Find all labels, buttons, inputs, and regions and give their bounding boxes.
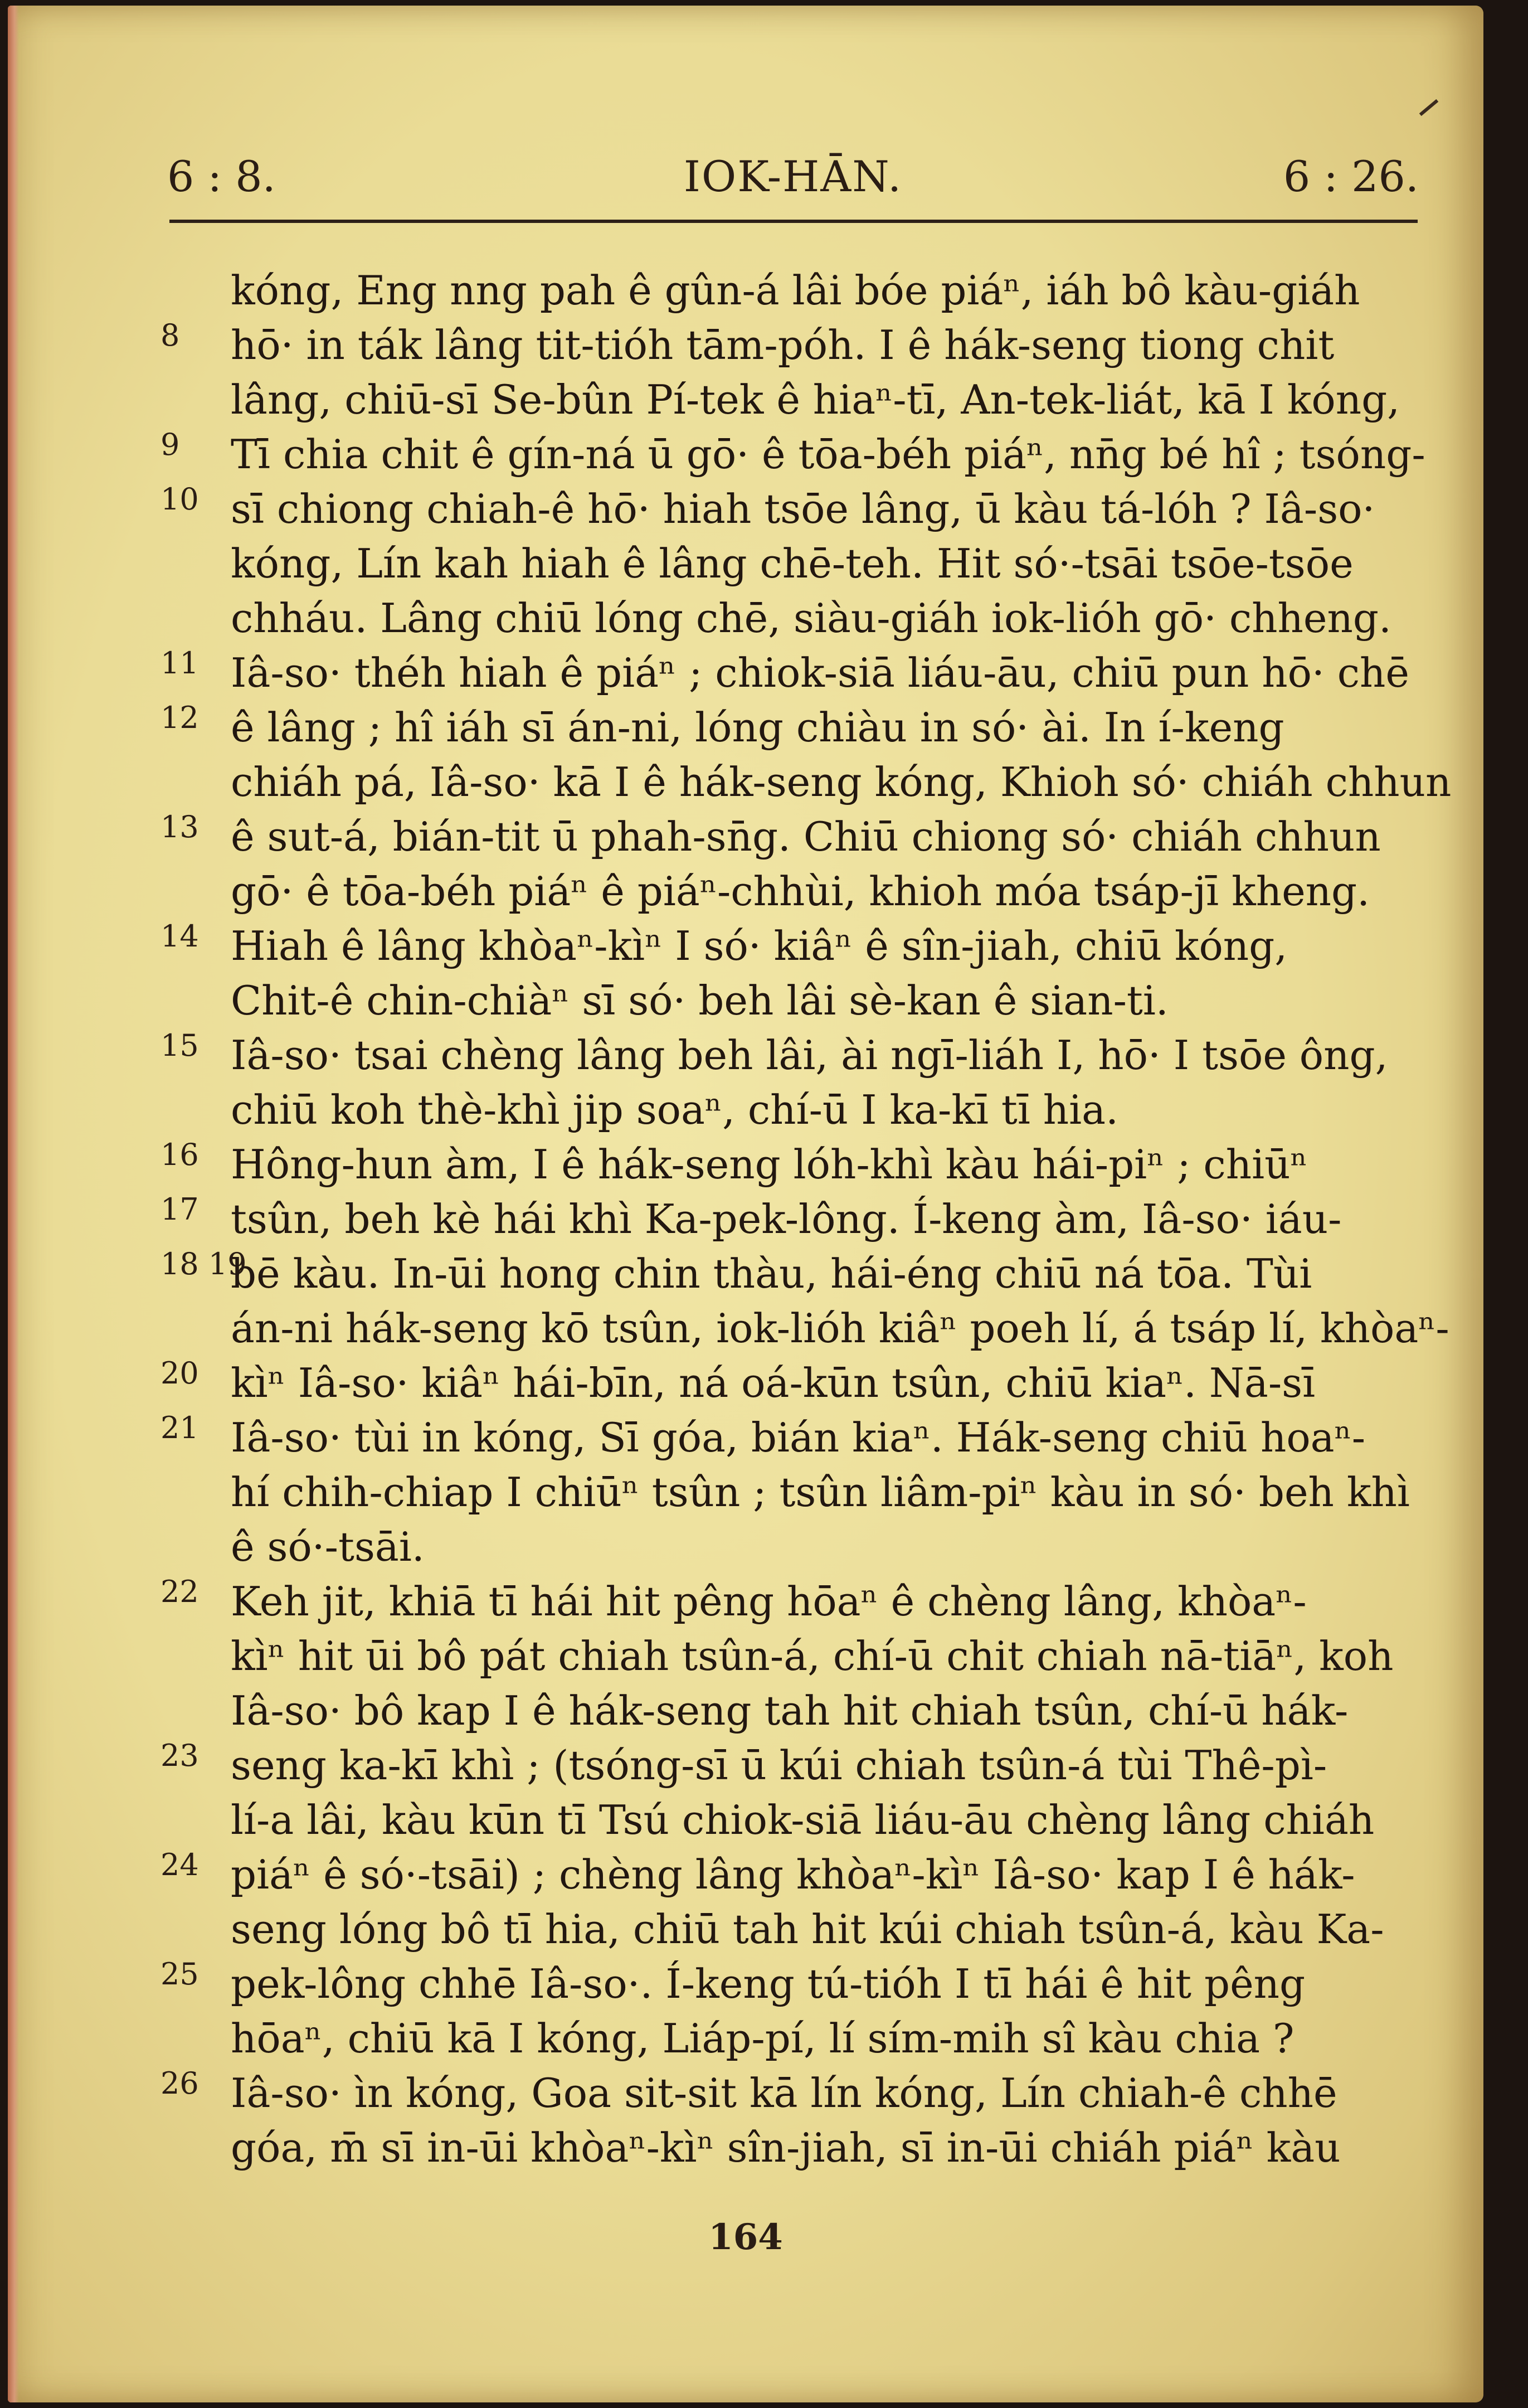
line-text: chiáh pá, Iâ-so· kā I ê hák-seng kóng, Khioh só· chiáh chhun: [231, 759, 1452, 805]
verse-number: 9: [160, 427, 180, 462]
text-line: [175, 372, 1435, 427]
page-number: 164: [708, 2216, 783, 2258]
text-line: [175, 1793, 1435, 1847]
verse-number: 22: [160, 1574, 199, 1609]
text-line: [175, 263, 1435, 318]
line-text: tsûn, beh kè hái khì Ka-pek-lông. Í-keng àm, Iâ-so· iáu-: [231, 1196, 1342, 1242]
text-line: [175, 1683, 1435, 1738]
verse-number: 13: [160, 809, 199, 844]
line-text: Iâ-so· tùi in kóng, Sī góa, bián kiaⁿ. Hák-seng chiū hoaⁿ-: [231, 1414, 1366, 1461]
verse-number: 8: [160, 318, 180, 353]
line-text: hí chih-chiap I chiūⁿ tsûn ; tsûn liâm-piⁿ kàu in só· beh khì: [231, 1469, 1410, 1516]
text-line: [160, 318, 1435, 372]
verse-number: 10: [160, 482, 199, 517]
text-line: [160, 700, 1435, 755]
line-text: lí-a lâi, kàu kūn tī Tsú chiok-siā liáu-āu chèng lâng chiáh: [231, 1797, 1375, 1843]
text-line: [160, 482, 1435, 536]
line-text: hōaⁿ, chiū kā I kóng, Liáp-pí, lí sím-mih sî kàu chia ?: [231, 2015, 1295, 2062]
verse-number: 24: [160, 1847, 199, 1882]
line-text: seng lóng bô tī hia, chiū tah hit kúi chiah tsûn-á, kàu Ka-: [231, 1906, 1384, 1953]
text-line: [160, 1738, 1435, 1793]
text-line: [175, 1082, 1435, 1137]
line-text: án-ni hák-seng kō tsûn, iok-lióh kiâⁿ poeh lí, á tsáp lí, khòaⁿ-: [231, 1305, 1449, 1352]
line-text: ê só·-tsāi.: [231, 1523, 425, 1570]
text-line: [160, 919, 1435, 973]
header-left-reference: 6 : 8.: [167, 152, 276, 201]
text-line: [160, 1957, 1435, 2011]
line-text: pek-lông chhē Iâ-so·. Í-keng tú-tióh I tī hái ê hit pêng: [231, 1960, 1306, 2007]
scripture-text: [160, 263, 1452, 2175]
line-text: sī chiong chiah-ê hō· hiah tsōe lâng, ū kàu tá-lóh ? Iâ-so·: [231, 486, 1375, 532]
verse-number: 20: [160, 1356, 199, 1391]
text-line: [160, 1574, 1435, 1629]
text-line: [160, 1246, 1435, 1301]
line-text: Hiah ê lâng khòaⁿ-kìⁿ I só· kiâⁿ ê sîn-jiah, chiū kóng,: [231, 923, 1288, 969]
text-line: [160, 1847, 1435, 1902]
verse-number: 15: [160, 1028, 199, 1063]
text-line: [175, 755, 1452, 809]
text-line: [175, 973, 1435, 1028]
text-line: [160, 1192, 1435, 1246]
line-text: kìⁿ Iâ-so· kiâⁿ hái-bīn, ná oá-kūn tsûn, chiū kiaⁿ. Nā-sī: [231, 1360, 1316, 1406]
line-text: góa, m̄ sī in-ūi khòaⁿ-kìⁿ sîn-jiah, sī in-ūi chiáh piáⁿ kàu: [231, 2124, 1341, 2171]
line-text: Iâ-so· tsai chèng lâng beh lâi, ài ngī-liáh I, hō· I tsōe ông,: [231, 1032, 1388, 1079]
page-edge: [8, 6, 19, 2402]
verse-number: 16: [160, 1137, 199, 1172]
text-line: [160, 427, 1435, 482]
line-text: Keh jit, khiā tī hái hit pêng hōaⁿ ê chèng lâng, khòaⁿ-: [231, 1578, 1307, 1625]
verse-number: 12: [160, 700, 199, 735]
line-text: Iâ-so· ìn kóng, Goa sit-sit kā lín kóng, Lín chiah-ê chhē: [231, 2070, 1337, 2116]
text-line: [175, 1519, 1435, 1574]
text-line: [175, 536, 1435, 591]
book-page: [8, 6, 1483, 2402]
verse-number: 23: [160, 1738, 199, 1773]
pencil-mark: [1419, 99, 1438, 116]
text-line: [175, 864, 1435, 919]
header-right-reference: 6 : 26.: [1283, 152, 1419, 201]
line-text: Iâ-so· théh hiah ê piáⁿ ; chiok-siā liáu-āu, chiū pun hō· chē: [231, 649, 1410, 696]
line-text: bē kàu. In-ūi hong chin thàu, hái-éng chiū ná tōa. Tùi: [231, 1250, 1312, 1297]
line-text: Hông-hun àm, I ê hák-seng lóh-khì kàu hái-piⁿ ; chiūⁿ: [231, 1141, 1308, 1188]
running-header: [167, 152, 1419, 213]
line-text: lâng, chiū-sī Se-bûn Pí-tek ê hiaⁿ-tī, An-tek-liát, kā I kóng,: [231, 376, 1400, 423]
line-text: chháu. Lâng chiū lóng chē, siàu-giáh iok-lióh gō· chheng.: [231, 595, 1391, 642]
text-line: [160, 645, 1435, 700]
text-line: [175, 591, 1435, 645]
header-rule: [169, 220, 1418, 223]
verse-number: 18 19: [160, 1246, 247, 1281]
verse-number: 14: [160, 919, 199, 954]
text-line: [160, 1137, 1435, 1192]
verse-number: 11: [160, 645, 199, 681]
line-text: gō· ê tōa-béh piáⁿ ê piáⁿ-chhùi, khioh móa tsáp-jī kheng.: [231, 868, 1370, 915]
text-line: [160, 1356, 1435, 1410]
line-text: Iâ-so· bô kap I ê hák-seng tah hit chiah tsûn, chí-ū hák-: [231, 1687, 1349, 1734]
line-text: piáⁿ ê só·-tsāi) ; chèng lâng khòaⁿ-kìⁿ Iâ-so· kap I ê hák-: [231, 1851, 1355, 1898]
header-book-title: IOK-HĀN.: [683, 152, 903, 201]
text-line: [175, 1902, 1435, 1957]
text-line: [175, 1465, 1435, 1519]
verse-number: 21: [160, 1410, 199, 1445]
text-line: [175, 1629, 1435, 1683]
line-text: ê lâng ; hî iáh sī án-ni, lóng chiàu in só· ài. In í-keng: [231, 704, 1284, 751]
text-line: [160, 1028, 1435, 1082]
verse-number: 17: [160, 1192, 199, 1227]
line-text: chiū koh thè-khì jip soaⁿ, chí-ū I ka-kī tī hia.: [231, 1086, 1118, 1133]
line-text: Tī chia chit ê gín-ná ū gō· ê tōa-béh piáⁿ, nn̄g bé hî ; tsóng-: [231, 431, 1425, 478]
line-text: hō· in ták lâng tit-tióh tām-póh. I ê hák-seng tiong chit: [231, 322, 1335, 368]
verse-number: 26: [160, 2066, 199, 2101]
line-text: kìⁿ hit ūi bô pát chiah tsûn-á, chí-ū chit chiah nā-tiāⁿ, koh: [231, 1633, 1394, 1679]
text-line: [160, 2066, 1435, 2120]
text-line: [175, 2120, 1435, 2175]
text-line: [160, 809, 1435, 864]
line-text: seng ka-kī khì ; (tsóng-sī ū kúi chiah tsûn-á tùi Thê-pì-: [231, 1742, 1327, 1789]
line-text: kóng, Eng nng pah ê gûn-á lâi bóe piáⁿ, iáh bô kàu-giáh: [231, 267, 1360, 314]
line-text: ê sut-á, bián-tit ū phah-sn̄g. Chiū chiong só· chiáh chhun: [231, 813, 1381, 860]
verse-number: 25: [160, 1957, 199, 1992]
text-line: [175, 1301, 1449, 1356]
line-text: kóng, Lín kah hiah ê lâng chē-teh. Hit só·-tsāi tsōe-tsōe: [231, 540, 1354, 587]
text-line: [160, 1410, 1435, 1465]
text-line: [175, 2011, 1435, 2066]
line-text: Chit-ê chin-chiàⁿ sī só· beh lâi sè-kan ê sian-ti.: [231, 977, 1169, 1024]
